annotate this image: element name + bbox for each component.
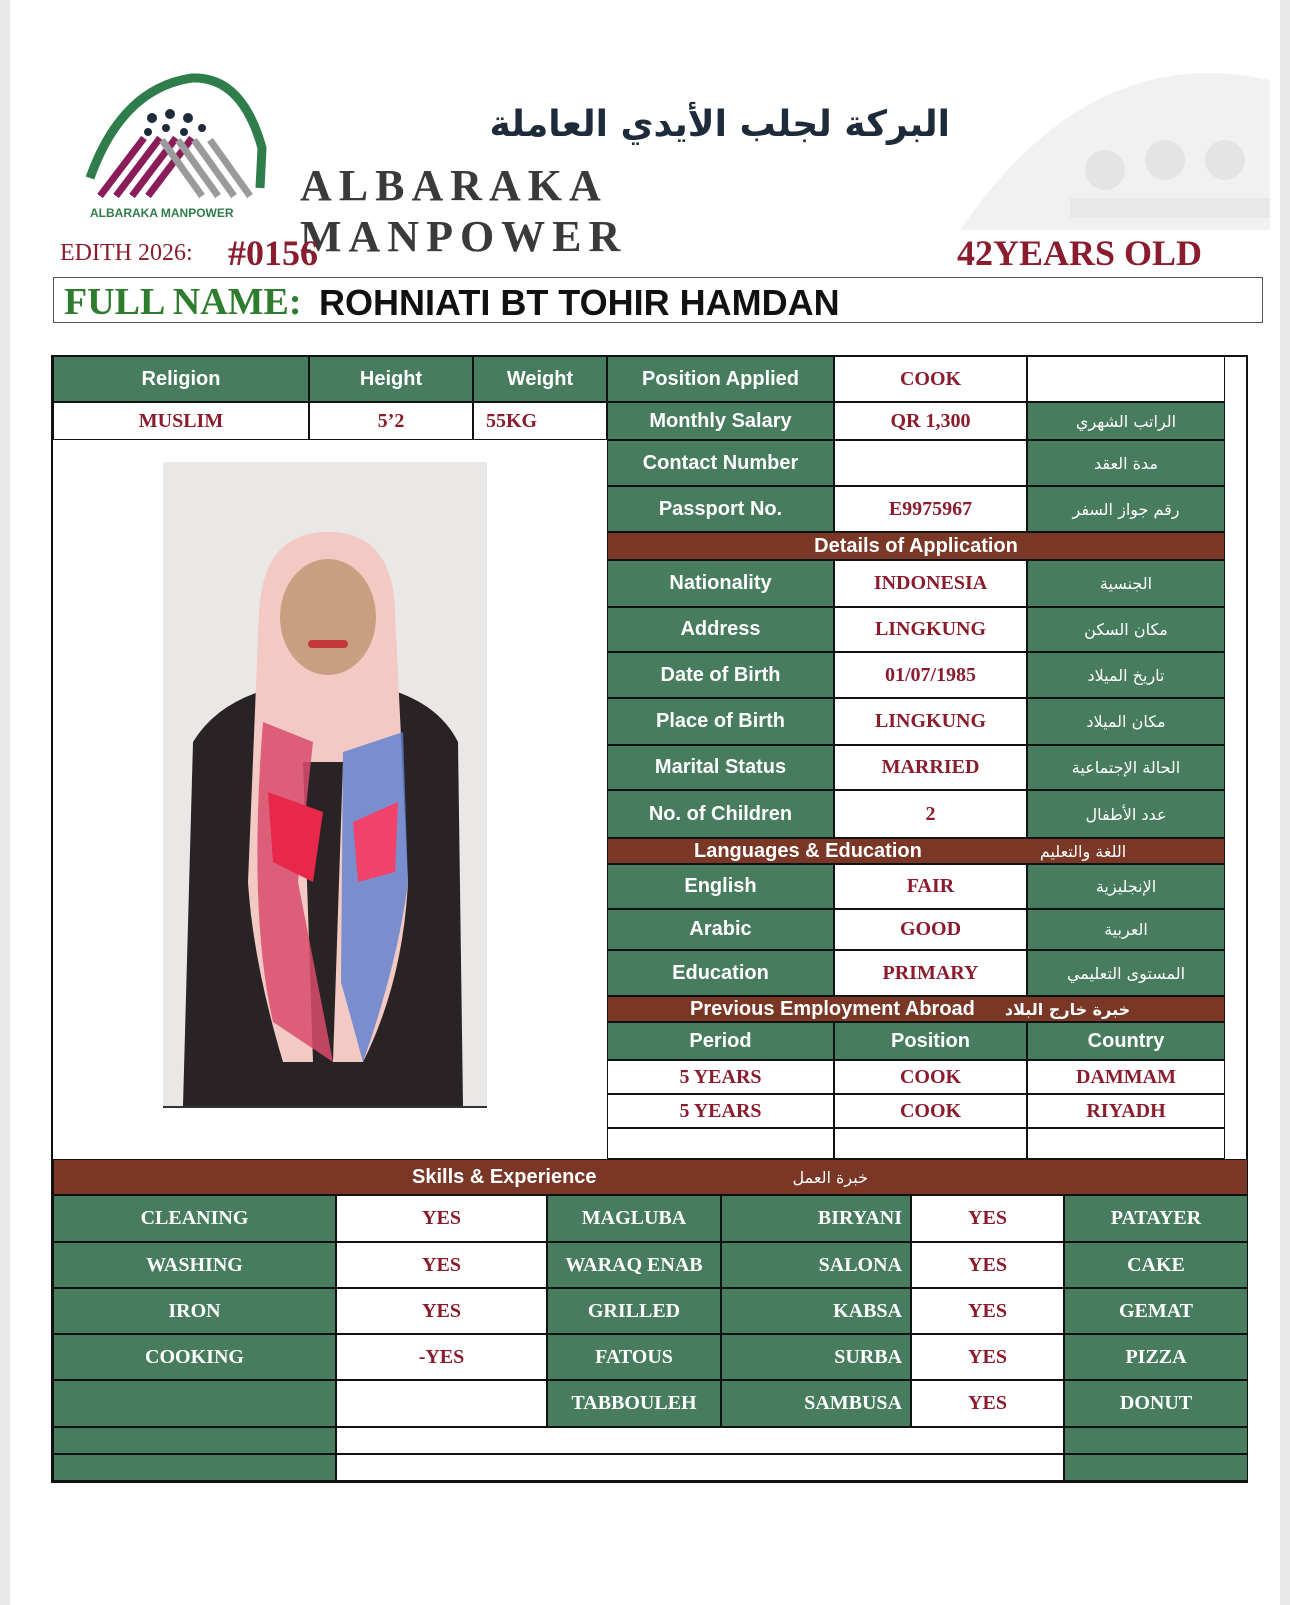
previous-employment-cell: RIYADH — [1027, 1094, 1225, 1128]
previous-employment-header: Country — [1027, 1022, 1225, 1060]
info-value — [834, 440, 1027, 486]
previous-employment-title-arabic: خبرة خارج البلاد — [1004, 999, 1131, 1019]
watermark-logo — [940, 20, 1280, 240]
skill-cell: IRON — [53, 1288, 336, 1334]
company-name-arabic: البركة لجلب الأيدي العاملة — [489, 104, 950, 145]
previous-employment-cell: 5 YEARS — [607, 1094, 834, 1128]
weight-header: Weight — [473, 356, 607, 402]
info-label-arabic: مكان السكن — [1027, 607, 1225, 652]
previous-employment-cell: DAMMAM — [1027, 1060, 1225, 1094]
skills-empty-cell — [1064, 1427, 1248, 1454]
languages-section-title — [607, 838, 1225, 864]
skill-cell: -YES — [336, 1334, 547, 1380]
info-label-arabic: مكان الميلاد — [1027, 698, 1225, 745]
info-value: QR 1,300 — [834, 402, 1027, 440]
full-name-box — [53, 277, 1263, 323]
info-label-arabic: الراتب الشهري — [1027, 402, 1225, 440]
skill-cell: CAKE — [1064, 1242, 1248, 1288]
skills-title-arabic: خبرة العمل — [792, 1167, 868, 1187]
info-label: Date of Birth — [607, 652, 834, 698]
languages-title: Languages & Education — [694, 839, 922, 862]
info-value: PRIMARY — [834, 950, 1027, 996]
info-label: Arabic — [607, 909, 834, 950]
info-label: Contact Number — [607, 440, 834, 486]
skills-empty-cell — [336, 1454, 1064, 1481]
previous-employment-cell: COOK — [834, 1094, 1027, 1128]
reference-number: #0156 — [228, 233, 318, 273]
previous-employment-section-title — [607, 996, 1225, 1022]
full-name-value: ROHNIATI BT TOHIR HAMDAN — [319, 282, 840, 323]
edition-label: EDITH 2026: — [60, 240, 193, 266]
info-value: 2 — [834, 790, 1027, 838]
skills-empty-cell — [53, 1454, 336, 1481]
skill-cell: PATAYER — [1064, 1195, 1248, 1242]
skills-title: Skills & Experience — [412, 1165, 597, 1188]
company-name-english: ALBARAKA MANPOWER — [300, 161, 628, 261]
previous-employment-header: Position — [834, 1022, 1027, 1060]
info-label: No. of Children — [607, 790, 834, 838]
details-section-title: Details of Application — [607, 532, 1225, 560]
info-label-arabic: عدد الأطفال — [1027, 790, 1225, 838]
previous-employment-cell: COOK — [834, 1060, 1027, 1094]
info-value: E9975967 — [834, 486, 1027, 532]
info-label-arabic: رقم جواز السفر — [1027, 486, 1225, 532]
info-label-arabic — [1027, 356, 1225, 402]
info-value: 01/07/1985 — [834, 652, 1027, 698]
info-label: Marital Status — [607, 745, 834, 790]
skills-section-title — [53, 1159, 1248, 1195]
skill-cell: SURBA — [721, 1334, 911, 1380]
info-value: LINGKUNG — [834, 607, 1027, 652]
skills-empty-cell — [1064, 1454, 1248, 1481]
info-label: Monthly Salary — [607, 402, 834, 440]
company-logo — [82, 68, 282, 218]
skill-cell: CLEANING — [53, 1195, 336, 1242]
height-header: Height — [309, 356, 473, 402]
skill-cell: FATOUS — [547, 1334, 721, 1380]
skill-cell: YES — [336, 1195, 547, 1242]
skill-cell: SAMBUSA — [721, 1380, 911, 1427]
skill-cell: WASHING — [53, 1242, 336, 1288]
languages-title-arabic: اللغة والتعليم — [1039, 841, 1127, 861]
skill-cell: YES — [336, 1242, 547, 1288]
previous-employment-empty-cell — [607, 1128, 834, 1159]
info-label: Address — [607, 607, 834, 652]
info-value: MARRIED — [834, 745, 1027, 790]
candidate-photo — [163, 462, 487, 1108]
info-value: GOOD — [834, 909, 1027, 950]
religion-value: MUSLIM — [53, 402, 309, 440]
skill-cell: BIRYANI — [721, 1195, 911, 1242]
skill-cell: SALONA — [721, 1242, 911, 1288]
skill-cell: GEMAT — [1064, 1288, 1248, 1334]
skill-cell: WARAQ ENAB — [547, 1242, 721, 1288]
skill-cell: PIZZA — [1064, 1334, 1248, 1380]
previous-employment-title: Previous Employment Abroad — [690, 997, 975, 1020]
info-label: Place of Birth — [607, 698, 834, 745]
previous-employment-empty-cell — [1027, 1128, 1225, 1159]
info-label-arabic: المستوى التعليمي — [1027, 950, 1225, 996]
skill-cell: GRILLED — [547, 1288, 721, 1334]
skill-cell — [336, 1380, 547, 1427]
info-label: English — [607, 864, 834, 909]
skill-cell: COOKING — [53, 1334, 336, 1380]
full-name-label: FULL NAME: — [64, 281, 302, 323]
info-value: INDONESIA — [834, 560, 1027, 607]
info-label-arabic: مدة العقد — [1027, 440, 1225, 486]
religion-header: Religion — [53, 356, 309, 402]
skill-cell — [53, 1380, 336, 1427]
skill-cell: KABSA — [721, 1288, 911, 1334]
age: 42YEARS OLD — [956, 233, 1202, 273]
info-label-arabic: الإنجليزية — [1027, 864, 1225, 909]
skill-cell: YES — [911, 1242, 1064, 1288]
info-label-arabic: الحالة الإجتماعية — [1027, 745, 1225, 790]
info-label-arabic: العربية — [1027, 909, 1225, 950]
info-value: COOK — [834, 356, 1027, 402]
skill-cell: YES — [911, 1380, 1064, 1427]
skill-cell: MAGLUBA — [547, 1195, 721, 1242]
skill-cell: YES — [911, 1288, 1064, 1334]
skill-cell: TABBOULEH — [547, 1380, 721, 1427]
height-value: 5’2 — [309, 402, 473, 440]
weight-value: 55KG — [473, 402, 607, 440]
info-label: Position Applied — [607, 356, 834, 402]
skill-cell: YES — [336, 1288, 547, 1334]
skills-empty-cell — [336, 1427, 1064, 1454]
skill-cell: YES — [911, 1195, 1064, 1242]
logo-caption: ALBARAKA MANPOWER — [90, 206, 234, 220]
info-value: LINGKUNG — [834, 698, 1027, 745]
info-label: Passport No. — [607, 486, 834, 532]
previous-employment-empty-cell — [834, 1128, 1027, 1159]
info-value: FAIR — [834, 864, 1027, 909]
previous-employment-cell: 5 YEARS — [607, 1060, 834, 1094]
skill-cell: YES — [911, 1334, 1064, 1380]
info-label: Nationality — [607, 560, 834, 607]
info-label-arabic: تاريخ الميلاد — [1027, 652, 1225, 698]
previous-employment-header: Period — [607, 1022, 834, 1060]
cv-page — [10, 0, 1280, 1605]
skill-cell: DONUT — [1064, 1380, 1248, 1427]
info-label-arabic: الجنسية — [1027, 560, 1225, 607]
skills-empty-cell — [53, 1427, 336, 1454]
info-label: Education — [607, 950, 834, 996]
